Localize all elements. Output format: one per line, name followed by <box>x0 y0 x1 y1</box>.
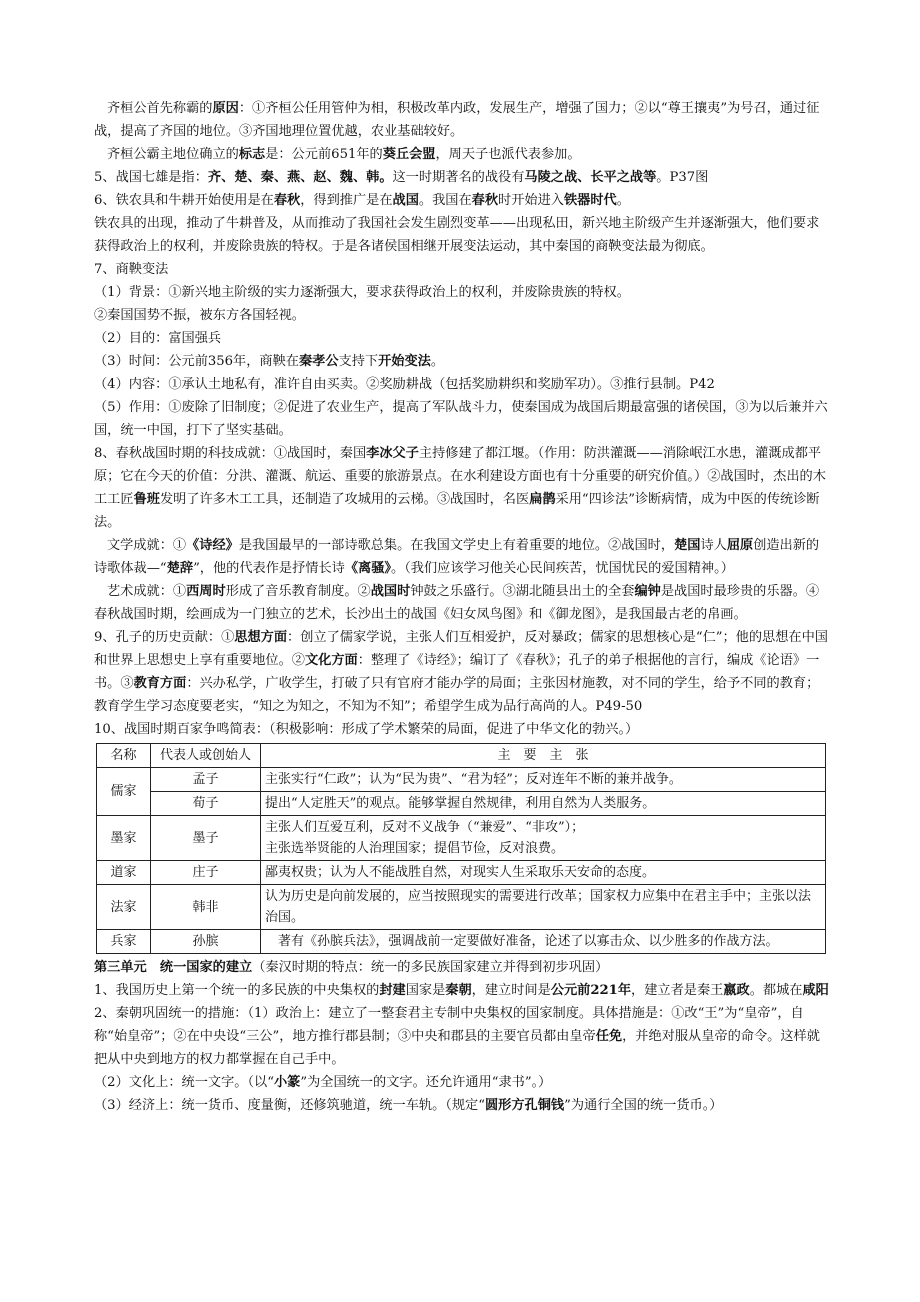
reform-time: （3）时间：公元前356年，商鞅在秦孝公支持下开始变法。 <box>94 354 445 369</box>
paragraph-iron-impact: 铁农具的出现，推动了牛耕普及，从而推动了我国社会发生剧烈变革——出现私田，新兴地主阶级产生并逐渐强大，他们要求获得政治上的权利，并废除贵族的特权。于是各诸侯国相继开展变法运动，其中秦国的商鞅变法最为彻底。 <box>94 216 820 254</box>
school-cell: 兵家 <box>97 930 151 954</box>
hundred-schools-table <box>96 743 826 954</box>
document-page <box>94 97 830 1117</box>
school-cell: 法家 <box>97 885 151 930</box>
heading-shang-yang-reform: 7、商鞅变法 <box>94 262 169 277</box>
reform-content: （4）内容：①承认土地私有，准许自由买卖。②奖励耕战（包括奖励耕织和奖励军功）。③推行县制。P42 <box>94 377 715 392</box>
table-row <box>97 930 826 954</box>
claim-cell: 主张实行“仁政”；认为“民为贵”、“君为轻”；反对连年不断的兼并战争。 <box>261 768 826 792</box>
person-cell: 庄子 <box>151 861 261 885</box>
table-row <box>97 816 826 861</box>
person-cell: 墨子 <box>151 816 261 861</box>
person-cell: 孙膑 <box>151 930 261 954</box>
table-row <box>97 768 826 792</box>
table-row <box>97 861 826 885</box>
paragraph-art: 艺术成就：①西周时形成了音乐教育制度。②战国时钟鼓之乐盛行。③湖北随县出土的全套编钟是战国时最珍贵的乐器。④春秋战国时期，绘画成为一门独立的艺术，长沙出土的战国《妇女凤鸟图》和《御龙图》，是我国最古老的帛画。 <box>94 584 820 622</box>
school-cell: 墨家 <box>97 816 151 861</box>
school-cell: 道家 <box>97 861 151 885</box>
person-cell: 荀子 <box>151 792 261 816</box>
claim-cell: 著有《孙膑兵法》，强调战前一定要做好准备，论述了以寡击众、以少胜多的作战方法。 <box>261 930 826 954</box>
table-header-row <box>97 744 826 768</box>
claim-cell: 鄙夷权贵；认为人不能战胜自然，对现实人生采取乐天安命的态度。 <box>261 861 826 885</box>
paragraph-iron-tools: 6、铁农具和牛耕开始使用是在春秋，得到推广是在战国。我国在春秋时开始进入铁器时代。 <box>94 193 630 208</box>
paragraph-confucius: 9、孔子的历史贡献：①思想方面：创立了儒家学说，主张人们互相爱护，反对暴政；儒家的思想核心是“仁”；他的思想在中国和世界上思想史上享有重要地位。②文化方面：整理了《诗经》；编订了《春秋》；孔子的弟子根据他的言行，编成《论语》一书。③教育方面：兴办私学，广收学生，打破了只有官府才能办学的局面；主张因材施教，对不同的学生，给予不同的教育；教育学生学习态度要老实，“知之为知之，不知为不知”；希望学生成为品行高尚的人。P49-50 <box>94 630 828 714</box>
header-name: 名称 <box>97 744 151 768</box>
paragraph-qi-huan-reason: 齐桓公首先称霸的原因：①齐桓公任用管仲为相，积极改革内政，发展生产，增强了国力；②以“尊王攘夷”为号召，通过征战，提高了齐国的地位。③齐国地理位置优越，农业基础较好。 <box>94 101 820 139</box>
claim-cell: 认为历史是向前发展的，应当按照现实的需要进行改革；国家权力应集中在君主手中；主张以法治国。 <box>261 885 826 930</box>
unit3-economy: （3）经济上：统一货币、度量衡，还修筑驰道，统一车轨。（规定“圆形方孔铜钱”为通行全国的统一货币。） <box>94 1098 723 1113</box>
table-row <box>97 885 826 930</box>
table-caption: 10、战国时期百家争鸣简表：（积极影响：形成了学术繁荣的局面，促进了中华文化的勃兴。） <box>94 722 639 737</box>
paragraph-qi-huan-sign: 齐桓公霸主地位确立的标志是：公元前651年的葵丘会盟，周天子也派代表参加。 <box>107 147 581 162</box>
paragraph-literature: 文学成就：①《诗经》是我国最早的一部诗歌总集。在我国文学史上有着重要的地位。②战国时，楚国诗人屈原创造出新的诗歌体裁—“楚辞”，他的代表作是抒情长诗《离骚》。（我们应该学习他关心民间疾苦，忧国忧民的爱国精神。） <box>94 538 820 576</box>
school-cell: 儒家 <box>97 768 151 816</box>
reform-purpose: （2）目的：富国强兵 <box>94 331 222 346</box>
claim-cell: 主张人们互爱互利，反对不义战争（“兼爱”、“非攻”）； 主张选举贤能的人治理国家；提倡节俭，反对浪费。 <box>261 816 826 861</box>
paragraph-seven-states: 5、战国七雄是指：齐、楚、秦、燕、赵、魏、韩。这一时期著名的战役有马陵之战、长平之战等。P37图 <box>94 170 709 185</box>
header-claim: 主 要 主 张 <box>261 744 826 768</box>
unit3-paragraph-measures: 2、秦朝巩固统一的措施：（1）政治上：建立了一整套君主专制中央集权的国家制度。具体措施是：①改“王”为“皇帝”，自称“始皇帝”；②在中央设“三公”，地方推行郡县制；③中央和郡县的主要官员都由皇帝任免，并绝对服从皇帝的命令。这样就把从中央到地方的权力都掌握在自己手中。 <box>94 1006 820 1067</box>
person-cell: 韩非 <box>151 885 261 930</box>
table-row <box>97 792 826 816</box>
unit3-paragraph-qin: 1、我国历史上第一个统一的多民族的中央集权的封建国家是秦朝，建立时间是公元前221年，建立者是秦王嬴政。都城在咸阳 <box>94 983 829 998</box>
person-cell: 孟子 <box>151 768 261 792</box>
reform-background-2: ②秦国国势不振，被东方各国轻视。 <box>94 308 305 323</box>
unit3-heading: 第三单元 统一国家的建立（秦汉时期的特点：统一的多民族国家建立并得到初步巩固） <box>94 960 609 975</box>
reform-background: （1）背景：①新兴地主阶级的实力逐渐强大，要求获得政治上的权利，并废除贵族的特权。 <box>94 285 630 300</box>
header-person: 代表人或创始人 <box>151 744 261 768</box>
unit3-culture: （2）文化上：统一文字。（以“小篆”为全国统一的文字。还允许通用“隶书”。） <box>94 1075 552 1090</box>
paragraph-science: 8、春秋战国时期的科技成就：①战国时，秦国李冰父子主持修建了都江堰。（作用：防洪灌溉——消除岷江水患，灌溉成都平原；它在今天的价值：分洪、灌溉、航运、重要的旅游景点。在水利建设方面也有十分重要的研究价值。）②战国时，杰出的木工工匠鲁班发明了许多木工工具，还制造了攻城用的云梯。③战国时，名医扁鹊采用“四诊法”诊断病情，成为中医的传统诊断法。 <box>94 446 826 530</box>
reform-effect: （5）作用：①废除了旧制度；②促进了农业生产，提高了军队战斗力，使秦国成为战国后期最富强的诸侯国，③为以后兼并六国，统一中国，打下了坚实基础。 <box>94 400 828 438</box>
claim-cell: 提出“人定胜天”的观点。能够掌握自然规律，利用自然为人类服务。 <box>261 792 826 816</box>
